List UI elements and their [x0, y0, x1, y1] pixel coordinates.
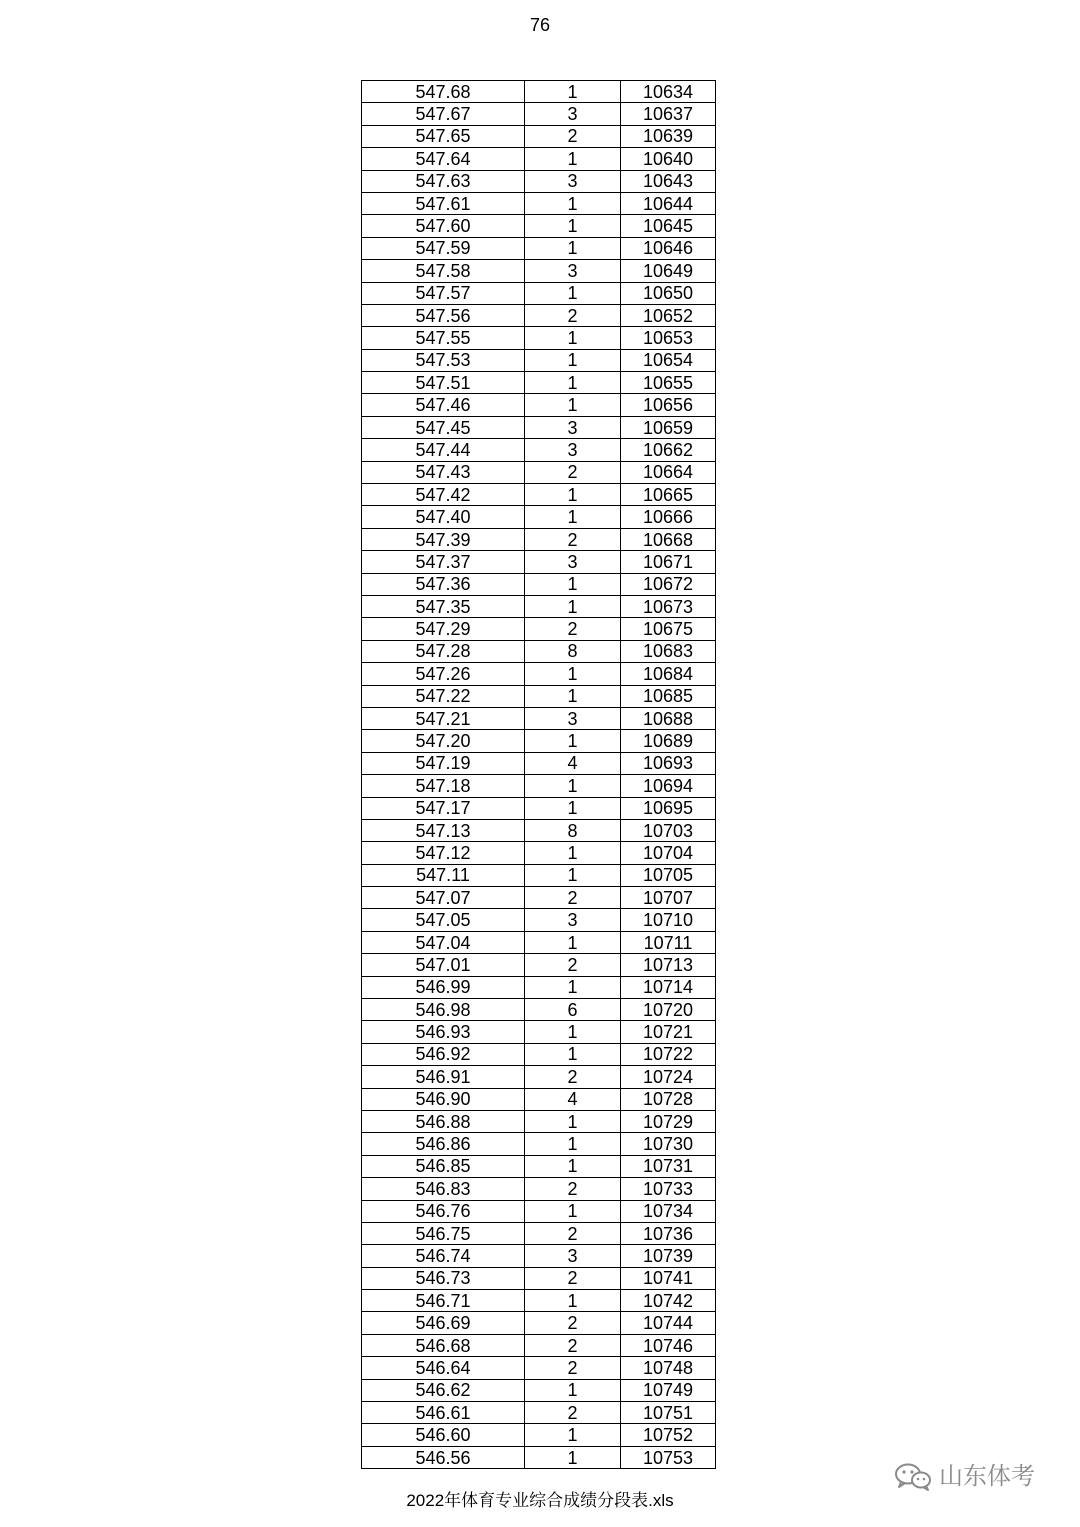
table-row — [362, 931, 716, 953]
table-row — [362, 349, 716, 371]
table-row — [362, 327, 716, 349]
table-row — [362, 663, 716, 685]
cumulative-cell: 10720 — [621, 999, 716, 1021]
score-cell: 546.93 — [362, 1021, 525, 1043]
table-row — [362, 775, 716, 797]
score-cell: 547.26 — [362, 663, 525, 685]
table-row — [362, 1312, 716, 1334]
cumulative-cell: 10749 — [621, 1379, 716, 1401]
count-cell: 8 — [525, 640, 621, 662]
count-cell: 1 — [525, 327, 621, 349]
cumulative-cell: 10685 — [621, 685, 716, 707]
score-cell: 546.75 — [362, 1222, 525, 1244]
cumulative-cell: 10639 — [621, 125, 716, 147]
score-cell: 547.65 — [362, 125, 525, 147]
table-row — [362, 1043, 716, 1065]
score-cell: 547.28 — [362, 640, 525, 662]
count-cell: 1 — [525, 506, 621, 528]
count-cell: 1 — [525, 237, 621, 259]
cumulative-cell: 10673 — [621, 595, 716, 617]
score-cell: 547.29 — [362, 618, 525, 640]
table-row — [362, 954, 716, 976]
count-cell: 2 — [525, 1066, 621, 1088]
table-row — [362, 282, 716, 304]
cumulative-cell: 10728 — [621, 1088, 716, 1110]
score-cell: 546.73 — [362, 1267, 525, 1289]
cumulative-cell: 10707 — [621, 887, 716, 909]
count-cell: 1 — [525, 282, 621, 304]
cumulative-cell: 10655 — [621, 372, 716, 394]
count-cell: 1 — [525, 595, 621, 617]
table-row — [362, 1110, 716, 1132]
cumulative-cell: 10741 — [621, 1267, 716, 1289]
table-row — [362, 215, 716, 237]
table-row — [362, 439, 716, 461]
table-row — [362, 372, 716, 394]
count-cell: 2 — [525, 1334, 621, 1356]
table-row — [362, 125, 716, 147]
cumulative-cell: 10730 — [621, 1133, 716, 1155]
table-row — [362, 1021, 716, 1043]
score-cell: 546.68 — [362, 1334, 525, 1356]
count-cell: 1 — [525, 730, 621, 752]
score-cell: 547.39 — [362, 528, 525, 550]
score-cell: 547.57 — [362, 282, 525, 304]
cumulative-cell: 10711 — [621, 931, 716, 953]
count-cell: 1 — [525, 573, 621, 595]
score-cell: 546.88 — [362, 1110, 525, 1132]
score-cell: 546.60 — [362, 1424, 525, 1446]
table-row — [362, 573, 716, 595]
count-cell: 2 — [525, 461, 621, 483]
table-row — [362, 887, 716, 909]
score-cell: 547.60 — [362, 215, 525, 237]
table-row — [362, 685, 716, 707]
count-cell: 2 — [525, 1402, 621, 1424]
count-cell: 1 — [525, 976, 621, 998]
score-cell: 546.83 — [362, 1178, 525, 1200]
table-row — [362, 1379, 716, 1401]
score-cell: 546.69 — [362, 1312, 525, 1334]
count-cell: 8 — [525, 819, 621, 841]
cumulative-cell: 10671 — [621, 551, 716, 573]
count-cell: 1 — [525, 1379, 621, 1401]
cumulative-cell: 10654 — [621, 349, 716, 371]
wechat-icon — [893, 1462, 933, 1492]
table-row — [362, 842, 716, 864]
score-cell: 547.40 — [362, 506, 525, 528]
table-row — [362, 1066, 716, 1088]
table-row — [362, 1200, 716, 1222]
table-row — [362, 1424, 716, 1446]
table-row — [362, 484, 716, 506]
cumulative-cell: 10693 — [621, 752, 716, 774]
score-cell: 546.90 — [362, 1088, 525, 1110]
count-cell: 3 — [525, 260, 621, 282]
score-cell: 547.11 — [362, 864, 525, 886]
table-row — [362, 1446, 716, 1468]
score-cell: 547.68 — [362, 81, 525, 103]
cumulative-cell: 10746 — [621, 1334, 716, 1356]
cumulative-cell: 10640 — [621, 148, 716, 170]
score-cell: 547.43 — [362, 461, 525, 483]
score-cell: 547.61 — [362, 192, 525, 214]
count-cell: 2 — [525, 125, 621, 147]
score-cell: 547.59 — [362, 237, 525, 259]
cumulative-cell: 10646 — [621, 237, 716, 259]
table-row — [362, 1245, 716, 1267]
count-cell: 1 — [525, 931, 621, 953]
cumulative-cell: 10753 — [621, 1446, 716, 1468]
table-row — [362, 170, 716, 192]
score-cell: 547.64 — [362, 148, 525, 170]
cumulative-cell: 10656 — [621, 394, 716, 416]
cumulative-cell: 10751 — [621, 1402, 716, 1424]
table-body — [362, 81, 716, 1469]
table-row — [362, 1402, 716, 1424]
table-row — [362, 192, 716, 214]
cumulative-cell: 10752 — [621, 1424, 716, 1446]
cumulative-cell: 10734 — [621, 1200, 716, 1222]
score-cell: 546.76 — [362, 1200, 525, 1222]
count-cell: 1 — [525, 1155, 621, 1177]
cumulative-cell: 10653 — [621, 327, 716, 349]
table-row — [362, 304, 716, 326]
count-cell: 2 — [525, 1357, 621, 1379]
table-row — [362, 1222, 716, 1244]
table-row — [362, 707, 716, 729]
count-cell: 3 — [525, 551, 621, 573]
count-cell: 4 — [525, 752, 621, 774]
table-row — [362, 752, 716, 774]
cumulative-cell: 10683 — [621, 640, 716, 662]
score-cell: 546.71 — [362, 1290, 525, 1312]
table-row — [362, 103, 716, 125]
count-cell: 1 — [525, 663, 621, 685]
table-row — [362, 976, 716, 998]
cumulative-cell: 10665 — [621, 484, 716, 506]
table-row — [362, 81, 716, 103]
score-cell: 547.18 — [362, 775, 525, 797]
score-cell: 546.86 — [362, 1133, 525, 1155]
score-cell: 546.98 — [362, 999, 525, 1021]
count-cell: 1 — [525, 192, 621, 214]
count-cell: 2 — [525, 618, 621, 640]
cumulative-cell: 10722 — [621, 1043, 716, 1065]
count-cell: 2 — [525, 304, 621, 326]
count-cell: 3 — [525, 1245, 621, 1267]
count-cell: 1 — [525, 797, 621, 819]
cumulative-cell: 10637 — [621, 103, 716, 125]
table-row — [362, 1357, 716, 1379]
score-cell: 546.61 — [362, 1402, 525, 1424]
cumulative-cell: 10688 — [621, 707, 716, 729]
score-cell: 547.56 — [362, 304, 525, 326]
count-cell: 1 — [525, 1133, 621, 1155]
table-row — [362, 1178, 716, 1200]
table-row — [362, 506, 716, 528]
table-row — [362, 148, 716, 170]
cumulative-cell: 10652 — [621, 304, 716, 326]
count-cell: 1 — [525, 1043, 621, 1065]
cumulative-cell: 10748 — [621, 1357, 716, 1379]
cumulative-cell: 10724 — [621, 1066, 716, 1088]
score-cell: 546.62 — [362, 1379, 525, 1401]
table-row — [362, 528, 716, 550]
count-cell: 1 — [525, 349, 621, 371]
score-cell: 547.55 — [362, 327, 525, 349]
score-cell: 547.12 — [362, 842, 525, 864]
count-cell: 1 — [525, 81, 621, 103]
score-cell: 547.35 — [362, 595, 525, 617]
score-cell: 547.36 — [362, 573, 525, 595]
count-cell: 2 — [525, 954, 621, 976]
cumulative-cell: 10710 — [621, 909, 716, 931]
score-cell: 546.56 — [362, 1446, 525, 1468]
table-row — [362, 909, 716, 931]
score-cell: 547.67 — [362, 103, 525, 125]
score-cell: 546.92 — [362, 1043, 525, 1065]
count-cell: 3 — [525, 707, 621, 729]
watermark-text: 山东体考 — [939, 1463, 1035, 1490]
page-number: 76 — [529, 15, 551, 35]
score-cell: 547.58 — [362, 260, 525, 282]
table-row — [362, 864, 716, 886]
count-cell: 1 — [525, 842, 621, 864]
count-cell: 1 — [525, 1424, 621, 1446]
table-row — [362, 618, 716, 640]
cumulative-cell: 10634 — [621, 81, 716, 103]
score-cell: 547.20 — [362, 730, 525, 752]
count-cell: 1 — [525, 1021, 621, 1043]
count-cell: 1 — [525, 1200, 621, 1222]
table-row — [362, 1290, 716, 1312]
count-cell: 1 — [525, 1290, 621, 1312]
table-row — [362, 1133, 716, 1155]
score-cell: 547.21 — [362, 707, 525, 729]
cumulative-cell: 10739 — [621, 1245, 716, 1267]
cumulative-cell: 10672 — [621, 573, 716, 595]
cumulative-cell: 10643 — [621, 170, 716, 192]
count-cell: 1 — [525, 685, 621, 707]
cumulative-cell: 10705 — [621, 864, 716, 886]
table-row — [362, 1267, 716, 1289]
cumulative-cell: 10742 — [621, 1290, 716, 1312]
cumulative-cell: 10668 — [621, 528, 716, 550]
cumulative-cell: 10645 — [621, 215, 716, 237]
score-cell: 547.17 — [362, 797, 525, 819]
cumulative-cell: 10650 — [621, 282, 716, 304]
table-row — [362, 1334, 716, 1356]
cumulative-cell: 10675 — [621, 618, 716, 640]
count-cell: 1 — [525, 148, 621, 170]
score-cell: 547.44 — [362, 439, 525, 461]
count-cell: 1 — [525, 1446, 621, 1468]
cumulative-cell: 10659 — [621, 416, 716, 438]
cumulative-cell: 10704 — [621, 842, 716, 864]
score-cell: 547.42 — [362, 484, 525, 506]
count-cell: 3 — [525, 170, 621, 192]
table-row — [362, 394, 716, 416]
cumulative-cell: 10689 — [621, 730, 716, 752]
cumulative-cell: 10736 — [621, 1222, 716, 1244]
table-row — [362, 1088, 716, 1110]
cumulative-cell: 10662 — [621, 439, 716, 461]
score-cell: 547.45 — [362, 416, 525, 438]
count-cell: 1 — [525, 372, 621, 394]
cumulative-cell: 10731 — [621, 1155, 716, 1177]
count-cell: 6 — [525, 999, 621, 1021]
table-row — [362, 819, 716, 841]
score-cell: 547.13 — [362, 819, 525, 841]
count-cell: 1 — [525, 394, 621, 416]
table-row — [362, 237, 716, 259]
count-cell: 3 — [525, 909, 621, 931]
count-cell: 2 — [525, 1178, 621, 1200]
count-cell: 1 — [525, 864, 621, 886]
score-cell: 547.22 — [362, 685, 525, 707]
cumulative-cell: 10721 — [621, 1021, 716, 1043]
score-cell: 547.63 — [362, 170, 525, 192]
count-cell: 3 — [525, 439, 621, 461]
table-row — [362, 260, 716, 282]
cumulative-cell: 10714 — [621, 976, 716, 998]
table-row — [362, 461, 716, 483]
score-cell: 546.74 — [362, 1245, 525, 1267]
score-cell: 546.85 — [362, 1155, 525, 1177]
count-cell: 3 — [525, 416, 621, 438]
count-cell: 1 — [525, 775, 621, 797]
score-cell: 547.01 — [362, 954, 525, 976]
score-cell: 547.53 — [362, 349, 525, 371]
score-cell: 547.37 — [362, 551, 525, 573]
count-cell: 2 — [525, 1267, 621, 1289]
table-row — [362, 797, 716, 819]
cumulative-cell: 10649 — [621, 260, 716, 282]
cumulative-cell: 10694 — [621, 775, 716, 797]
table-row — [362, 1155, 716, 1177]
cumulative-cell: 10644 — [621, 192, 716, 214]
score-cell: 547.07 — [362, 887, 525, 909]
cumulative-cell: 10713 — [621, 954, 716, 976]
score-distribution-table — [361, 80, 716, 1469]
count-cell: 3 — [525, 103, 621, 125]
count-cell: 2 — [525, 1222, 621, 1244]
watermark — [893, 1462, 1035, 1492]
table-row — [362, 551, 716, 573]
score-cell: 547.04 — [362, 931, 525, 953]
count-cell: 2 — [525, 887, 621, 909]
count-cell: 1 — [525, 215, 621, 237]
count-cell: 1 — [525, 1110, 621, 1132]
cumulative-cell: 10744 — [621, 1312, 716, 1334]
count-cell: 2 — [525, 528, 621, 550]
score-cell: 547.46 — [362, 394, 525, 416]
document-filename: 2022年体育专业综合成绩分段表.xls — [406, 1491, 674, 1510]
count-cell: 2 — [525, 1312, 621, 1334]
score-cell: 546.64 — [362, 1357, 525, 1379]
score-cell: 547.19 — [362, 752, 525, 774]
count-cell: 4 — [525, 1088, 621, 1110]
cumulative-cell: 10733 — [621, 1178, 716, 1200]
score-cell: 546.99 — [362, 976, 525, 998]
table-row — [362, 730, 716, 752]
cumulative-cell: 10684 — [621, 663, 716, 685]
cumulative-cell: 10664 — [621, 461, 716, 483]
table-row — [362, 999, 716, 1021]
cumulative-cell: 10666 — [621, 506, 716, 528]
cumulative-cell: 10703 — [621, 819, 716, 841]
table-row — [362, 595, 716, 617]
cumulative-cell: 10729 — [621, 1110, 716, 1132]
count-cell: 1 — [525, 484, 621, 506]
score-cell: 547.51 — [362, 372, 525, 394]
score-cell: 546.91 — [362, 1066, 525, 1088]
cumulative-cell: 10695 — [621, 797, 716, 819]
table-row — [362, 640, 716, 662]
table-row — [362, 416, 716, 438]
score-cell: 547.05 — [362, 909, 525, 931]
